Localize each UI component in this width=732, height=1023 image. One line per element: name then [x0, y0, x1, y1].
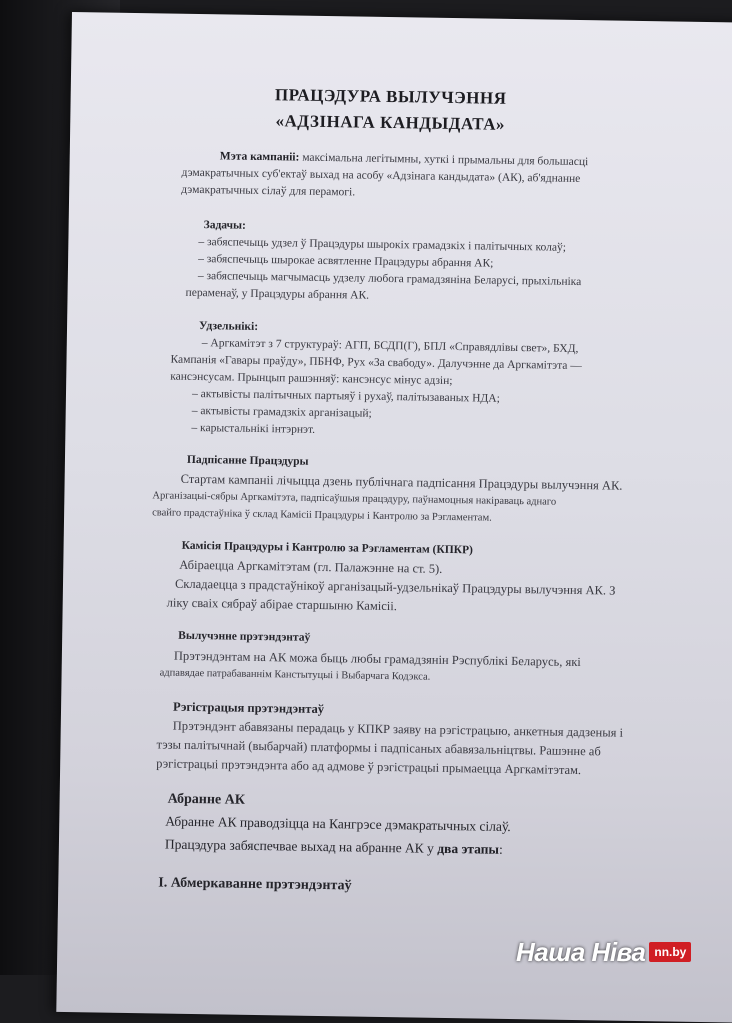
stage1-header: I. Абмеркаванне прэтэндэнтаў	[158, 875, 352, 894]
election-line2-pre: Працэдура забяспечвае выхад на абранне АК у	[164, 836, 438, 856]
participants-line4: – актывісты палітычных партыяў і рухаў, палітызаваных НДА;	[191, 387, 500, 405]
commission-header: Камісія Працэдуры і Кантролю за Рэгламентам (КПКР)	[181, 539, 473, 557]
registration-header: Рэгістрацыя прэтэндэнтаў	[172, 699, 325, 717]
signing-line2: Арганізацыі-сябры Аргкамітэта, падпісаўшыя працэдуру, паўнамоцныя накіраваць аднаго	[152, 490, 557, 508]
document-title-line2: «АДЗІНАГА КАНДЫДАТА»	[275, 111, 506, 134]
participants-line1: – Аргкамітэт з 7 структураў: АГП, БСДП(Г), БПЛ «Справядлівы свет», БХД,	[201, 337, 579, 355]
document-page	[56, 12, 732, 1023]
signing-header: Падпісанне Працэдуры	[186, 453, 309, 468]
participants-line6: – карыстальнікі інтэрнэт.	[191, 421, 316, 436]
document-title-line1: ПРАЦЭДУРА ВЫЛУЧЭННЯ	[274, 85, 507, 108]
participants-line2: Кампанія «Гавары праўду», ПБНФ, Рух «За свабоду». Далучэнне да Аргкамітэта —	[170, 353, 582, 373]
signing-line3: свайго прадстаўніка ў склад Камісіі Працэдуры і Кантролю за Рэгламентам.	[152, 507, 492, 524]
tasks-line3: – забяспечыць магчымасць удзелу любога грамадзяніна Беларусі, прыхільніка	[197, 270, 582, 289]
election-line2	[165, 837, 503, 858]
nasha-niva-watermark	[516, 935, 726, 969]
tasks-line2: – забяспечыць шырокае асвятленне Працэдуры абрання АК;	[198, 253, 494, 270]
commission-line2: Складаецца з прадстаўнікоў арганізацый-удзельнікаў Працэдуры вылучэння АК. З	[174, 576, 616, 598]
goal-line3: дэмакратычных сілаў для перамогі.	[181, 183, 356, 199]
registration-line1: Прэтэндэнт абавязаны перадаць у КПКР заяву на рэгістрацыю, анкетныя дадзеныя і	[172, 718, 624, 740]
watermark-badge: nn.by	[649, 942, 691, 962]
election-line2-post: :	[498, 841, 503, 857]
tasks-header: Задачы:	[203, 219, 246, 232]
tasks-line4: пераменаў, у Працэдуры абрання АК.	[185, 286, 370, 302]
registration-line3: рэгістрацыі прэтэндэнта або ад адмове ў рэгістрацыі прымаецца Аргкамітэтам.	[156, 756, 582, 778]
participants-line5: – актывісты грамадзкіх арганізацый;	[191, 404, 372, 420]
goal-line2: дэмакратычных суб'ектаў выхад на асобу «Адзінага кандыдата» (АК), аб'яднанне	[181, 166, 581, 186]
registration-line2: тэзы палітычнай (выбарчай) платформы і падпісаных абавязальніцтвы. Рашэнне аб	[156, 737, 601, 759]
watermark-brand: Наша Ніва	[516, 936, 646, 967]
goal-line1	[220, 150, 589, 168]
nomination-line1: Прэтэндэнтам на АК можа быць любы грамадзянін Рэспублікі Беларусь, які	[173, 648, 581, 670]
nomination-header: Вылучэнне прэтэндэнтаў	[178, 629, 311, 644]
election-header: Абранне АК	[167, 791, 246, 808]
election-stages-count: два этапы	[437, 840, 500, 857]
participants-header: Удзельнікі:	[198, 320, 259, 333]
goal-text1: максімальна легітымны, хуткі і прымальны для большасці	[302, 151, 589, 169]
commission-line1: Абіраецца Аргкамітэтам (гл. Палажэнне на ст. 5).	[179, 557, 443, 576]
participants-line3: кансэнсусам. Прынцып рашэнняў: кансэнсус мінус адзін;	[170, 370, 453, 388]
nomination-line2: адпавядае патрабаваннім Канстытуцыі і Выбарчага Кодэкса.	[159, 667, 431, 683]
signing-line1: Стартам кампаніі лічыцца дзень публічнага падпісання Працэдуры вылучэння АК.	[180, 471, 623, 493]
election-line1: Абранне АК праводзіцца на Кангрэсе дэмакратычных сілаў.	[165, 813, 511, 834]
commission-line3: ліку сваіх сябраў абірае старшыню Камісіі.	[166, 595, 398, 614]
goal-label: Мэта кампаніі:	[219, 150, 300, 164]
tasks-line1: – забяспечыць удзел ў Працэдуры шырокіх грамадзкіх і палітычных колаў;	[198, 236, 567, 254]
